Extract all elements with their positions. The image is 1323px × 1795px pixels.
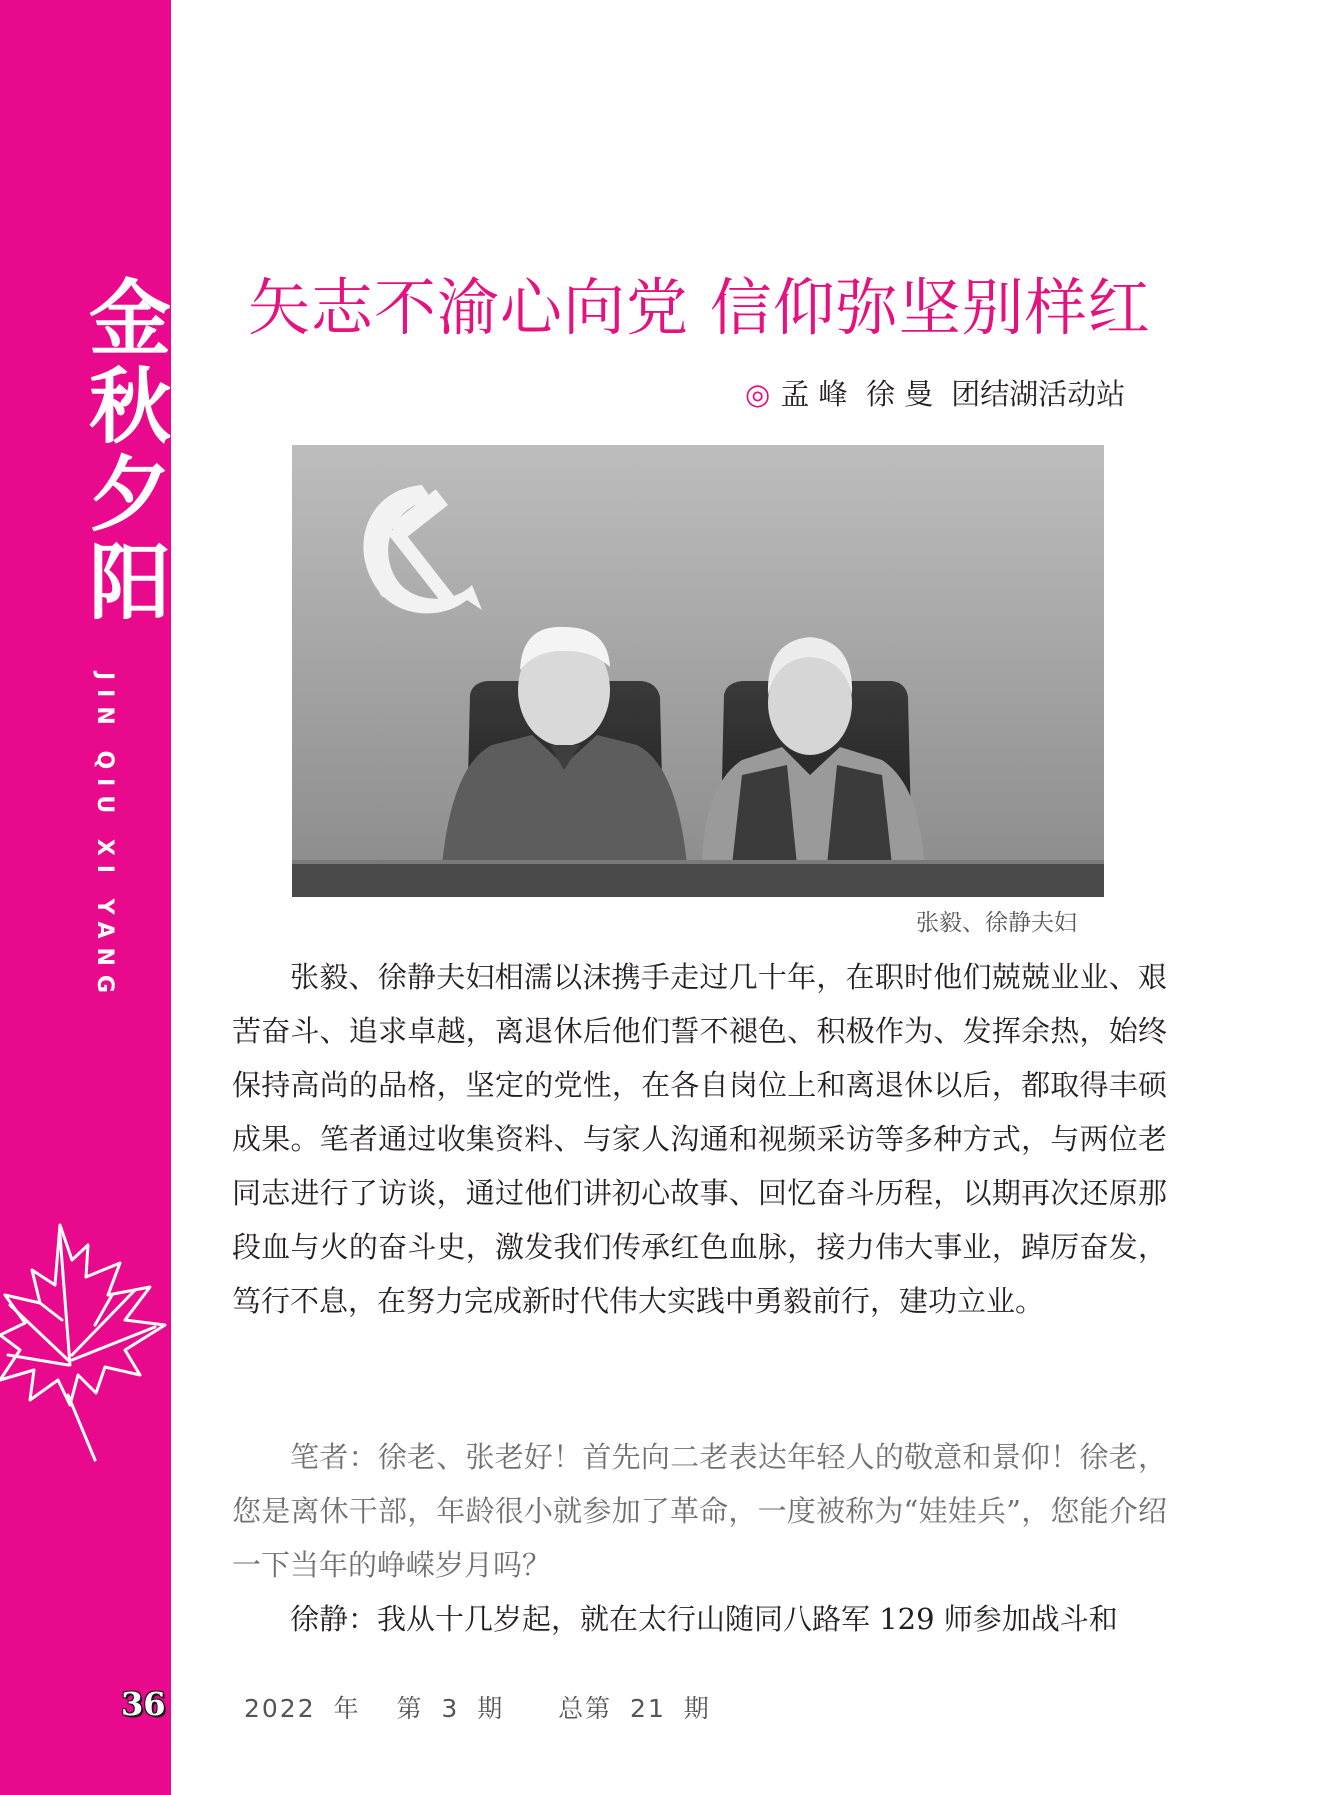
interview-question <box>232 1430 1167 1592</box>
issue-info: 2022 年 第 3 期 总第 21 期 <box>244 1694 711 1723</box>
article-title: 矢志不渝心向党 信仰弥坚别样红 <box>248 271 1151 344</box>
byline-mark: ◎ <box>745 377 771 411</box>
column-pinyin: JIN QIU XI YANG <box>92 672 117 1002</box>
column-title-char: 阳 <box>88 535 171 631</box>
interview-answer <box>232 1592 1167 1646</box>
column-sidebar <box>0 0 171 1795</box>
column-title <box>88 271 172 631</box>
answer-text: 徐静：我从十几岁起，就在太行山随同八路军 129 师参加战斗和 <box>290 1602 1118 1636</box>
maple-leaf-icon <box>0 1215 172 1475</box>
page-number: 36 <box>121 1685 166 1723</box>
intro-text: 张毅、徐静夫妇相濡以沫携手走过几十年，在职时他们兢兢业业、艰苦奋斗、追求卓越，离退休后他们誓不褪色、积极作为、发挥余热，始终保持高尚的品格，坚定的党性，在各自岗位上和离退休以后，都取得丰硕成果。笔者通过收集资料、与家人沟通和视频采访等多种方式，与两位老同志进行了访谈，通过他们讲初心故事、回忆奋斗历程，以期再次还原那段血与火的奋斗史，激发我们传承红色血脉，接力伟大事业，踔厉奋发，笃行不息，在努力完成新时代伟大实践中勇毅前行，建功立业。 <box>232 960 1167 1318</box>
question-text: 笔者：徐老、张老好！首先向二老表达年轻人的敬意和景仰！徐老，您是离休干部，年龄很小就参加了革命，一度被称为“娃娃兵”，您能介绍一下当年的峥嵘岁月吗？ <box>232 1440 1167 1582</box>
byline-authors: 孟 峰 徐 曼 <box>780 377 934 411</box>
photo-caption: 张毅、徐静夫妇 <box>916 910 1077 936</box>
column-title-char: 金 <box>88 271 171 367</box>
couple-photo <box>292 445 1104 897</box>
intro-paragraph <box>232 950 1167 1328</box>
byline-org: 团结湖活动站 <box>951 377 1126 411</box>
column-title-char: 夕 <box>88 447 171 543</box>
column-title-char: 秋 <box>88 359 171 455</box>
byline <box>745 372 1125 413</box>
